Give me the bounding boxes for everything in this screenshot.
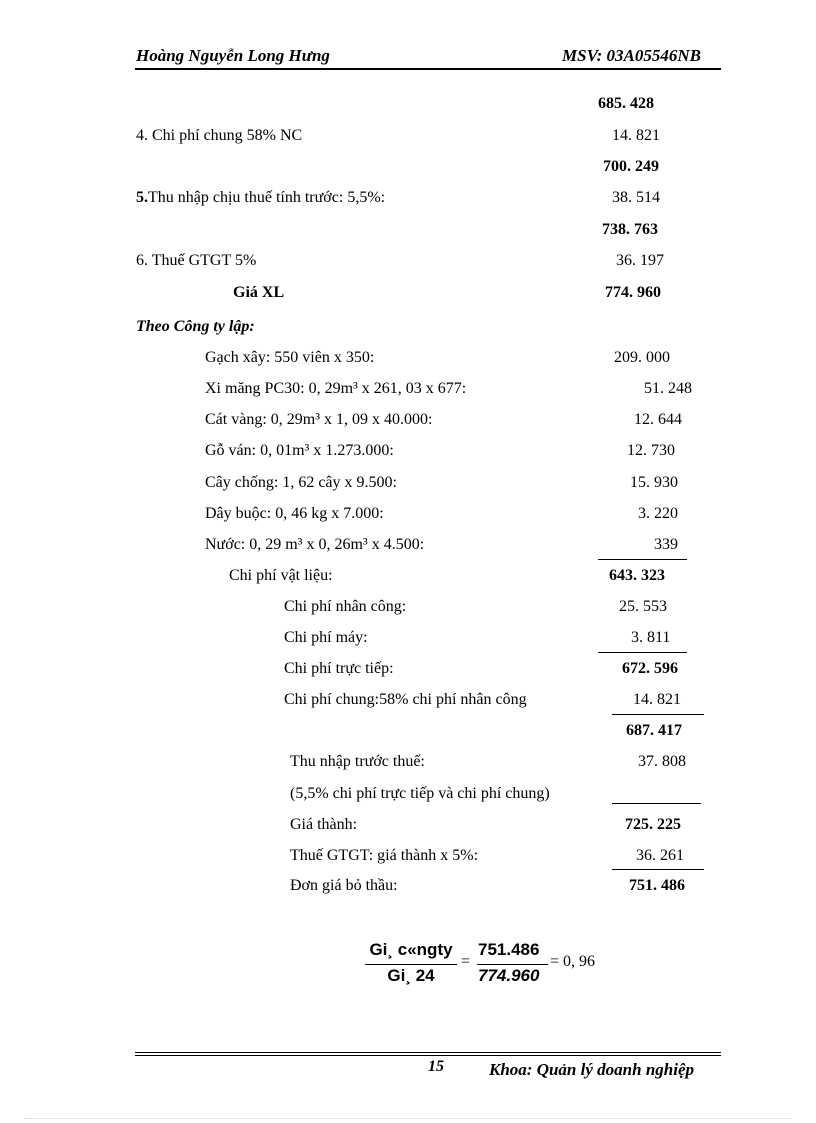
price-value: 774. 960 xyxy=(605,284,661,301)
page-edge-divider xyxy=(24,1118,792,1119)
company-heading: Theo Công ty lập: xyxy=(136,318,255,335)
labor-label: Chi phí nhân công: xyxy=(284,598,407,615)
footer-faculty: Khoa: Quản lý doanh nghiệp xyxy=(489,1060,694,1079)
material-value: 339 xyxy=(654,536,678,553)
sum-rule xyxy=(598,559,687,560)
pretax-label: Thu nhập trước thuế: xyxy=(290,753,425,770)
vat-label: Thuế GTGT: giá thành x 5%: xyxy=(290,847,479,864)
sum-rule xyxy=(612,803,701,804)
subtotal-2: 700. 249 xyxy=(603,158,659,175)
material-value: 3. 220 xyxy=(638,505,678,522)
formula-left-denominator: Gi¸ 24 xyxy=(387,966,435,985)
formula-right-numerator: 751.486 xyxy=(478,940,540,959)
cost-price-label: Giá thành: xyxy=(290,816,358,833)
material-value: 15. 930 xyxy=(630,474,678,491)
overhead-value: 14. 821 xyxy=(633,691,681,708)
header-author: Hoàng Nguyễn Long Hưng xyxy=(136,46,330,65)
sum-rule xyxy=(612,714,704,715)
formula-left-numerator: Gi¸ c«ngty xyxy=(369,940,453,959)
fraction-bar xyxy=(477,964,548,965)
sum-rule xyxy=(598,652,687,653)
formula-right-denominator-clip xyxy=(478,966,548,986)
material-value: 51. 248 xyxy=(644,380,692,397)
item4-value: 14. 821 xyxy=(612,127,660,144)
machine-value: 3. 811 xyxy=(631,629,671,646)
formula-equals: = xyxy=(461,953,471,970)
footer-rule-bottom xyxy=(135,1055,721,1056)
material-value: 209. 000 xyxy=(614,349,670,366)
item4-label: 4. Chi phí chung 58% NC xyxy=(136,127,303,144)
material-label: Xi măng PC30: 0, 29m³ x 261, 03 x 677: xyxy=(205,380,467,397)
header-rule xyxy=(135,68,721,70)
overhead-label: Chi phí chung:58% chi phí nhân công xyxy=(284,691,527,708)
direct-label: Chi phí trực tiếp: xyxy=(284,660,394,677)
item5-text: Thu nhập chịu thuế tính trước: 5,5%: xyxy=(148,189,386,206)
subtotal-1: 685. 428 xyxy=(598,95,654,112)
item5-label xyxy=(136,189,385,207)
material-cost-label: Chi phí vật liệu: xyxy=(229,567,333,584)
vat-value: 36. 261 xyxy=(636,847,684,864)
price-label: Giá XL xyxy=(233,284,285,301)
fraction-bar xyxy=(365,964,457,965)
bid-value: 751. 486 xyxy=(629,877,685,894)
footer-rule-top xyxy=(135,1052,721,1053)
page-number: 15 xyxy=(428,1058,444,1075)
material-label: Cát vàng: 0, 29m³ x 1, 09 x 40.000: xyxy=(205,411,433,428)
material-cost-value: 643. 323 xyxy=(609,567,665,584)
item6-label: 6. Thuế GTGT 5% xyxy=(136,252,257,269)
pretax-value: 37. 808 xyxy=(638,753,686,770)
company-subtotal: 687. 417 xyxy=(626,722,682,739)
subtotal-3: 738. 763 xyxy=(602,221,658,238)
material-value: 12. 730 xyxy=(627,442,675,459)
material-label: Gạch xây: 550 viên x 350: xyxy=(205,349,375,366)
pretax-note: (5,5% chi phí trực tiếp và chi phí chung) xyxy=(290,785,550,802)
material-label: Cây chống: 1, 62 cây x 9.500: xyxy=(205,474,397,491)
material-label: Dây buộc: 0, 46 kg x 7.000: xyxy=(205,505,384,522)
formula-right-numerator-clip xyxy=(478,940,548,960)
material-value: 12. 644 xyxy=(634,411,682,428)
cost-price-value: 725. 225 xyxy=(625,816,681,833)
formula-result: = 0, 96 xyxy=(550,953,596,970)
formula-right-denominator: 774.960 xyxy=(478,966,540,985)
labor-value: 25. 553 xyxy=(619,598,667,615)
item6-value: 36. 197 xyxy=(616,252,664,269)
machine-label: Chi phí máy: xyxy=(284,629,368,646)
header-student-id: MSV: 03A05546NB xyxy=(562,46,702,65)
bid-label: Đơn giá bỏ thầu: xyxy=(290,877,398,894)
item5-value: 38. 514 xyxy=(612,189,660,206)
sum-rule xyxy=(612,869,704,870)
material-label: Nước: 0, 29 m³ x 0, 26m³ x 4.500: xyxy=(205,536,425,553)
material-label: Gỗ ván: 0, 01m³ x 1.273.000: xyxy=(205,442,394,459)
item5-number: 5. xyxy=(136,189,148,206)
direct-value: 672. 596 xyxy=(622,660,678,677)
